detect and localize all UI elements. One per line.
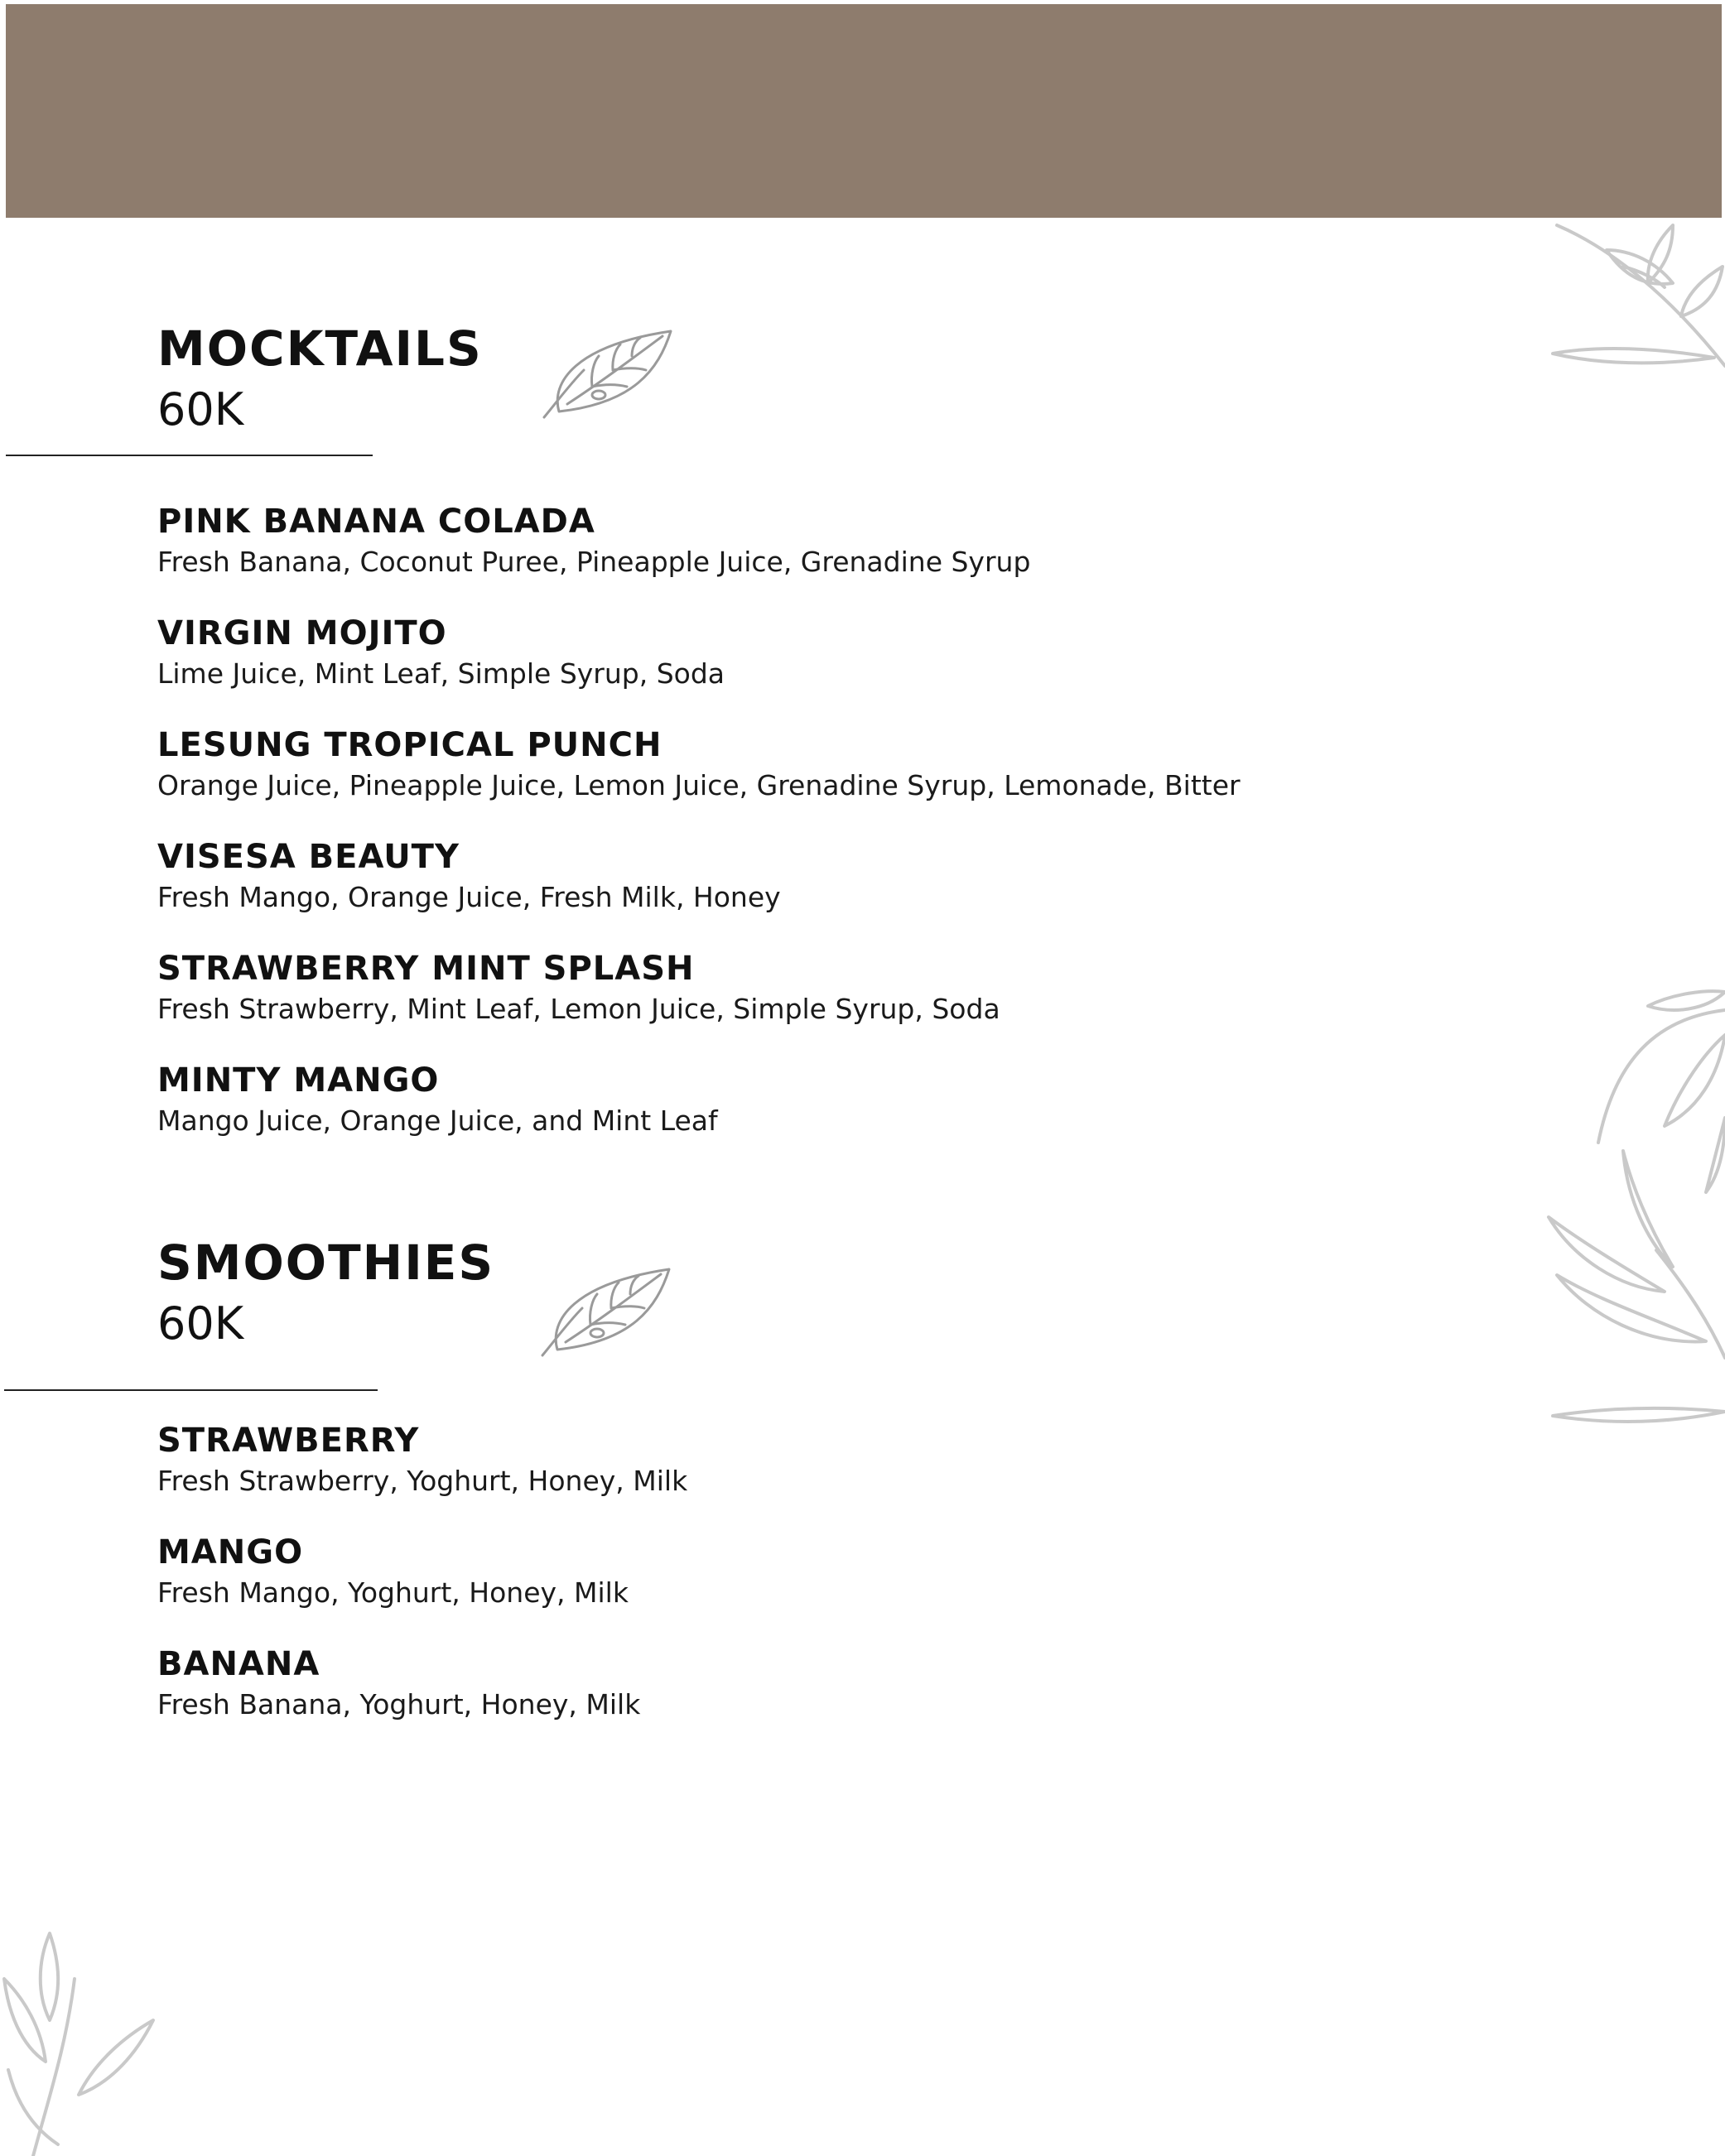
menu-item-name: VISESA BEAUTY: [157, 838, 460, 876]
menu-item-name: STRAWBERRY: [157, 1422, 420, 1460]
menu-item-desc: Fresh Mango, Yoghurt, Honey, Milk: [157, 1576, 629, 1609]
menu-item-desc: Fresh Banana, Coconut Puree, Pineapple Juice, Grenadine Syrup: [157, 546, 1031, 578]
section-divider: [6, 455, 373, 456]
menu-item-desc: Fresh Strawberry, Yoghurt, Honey, Milk: [157, 1465, 688, 1497]
section-title-mocktails: MOCKTAILS: [157, 320, 483, 377]
menu-item-desc: Orange Juice, Pineapple Juice, Lemon Juice, Grenadine Syrup, Lemonade, Bitter: [157, 769, 1241, 801]
leafy-branch-icon: [0, 1929, 157, 2156]
leaf-icon: [534, 325, 675, 424]
leaf-icon: [532, 1263, 673, 1362]
leafy-branch-icon: [1540, 977, 1725, 1424]
menu-item-name: STRAWBERRY MINT SPLASH: [157, 950, 695, 988]
menu-item-name: MANGO: [157, 1533, 304, 1571]
section-price-mocktails: 60K: [157, 383, 244, 436]
header-band: [6, 4, 1722, 218]
leafy-branch-icon: [1549, 217, 1725, 374]
menu-item-desc: Fresh Strawberry, Mint Leaf, Lemon Juice, Simple Syrup, Soda: [157, 993, 1000, 1025]
menu-item-name: MINTY MANGO: [157, 1061, 440, 1100]
menu-item-name: VIRGIN MOJITO: [157, 614, 447, 652]
menu-item-desc: Fresh Mango, Orange Juice, Fresh Milk, Honey: [157, 881, 781, 913]
menu-item-desc: Lime Juice, Mint Leaf, Simple Syrup, Soda: [157, 657, 725, 690]
menu-item-name: LESUNG TROPICAL PUNCH: [157, 726, 663, 764]
section-divider: [4, 1389, 378, 1391]
menu-item-name: BANANA: [157, 1645, 320, 1683]
menu-item-desc: Mango Juice, Orange Juice, and Mint Leaf: [157, 1104, 718, 1137]
menu-item-name: PINK BANANA COLADA: [157, 503, 595, 541]
menu-item-desc: Fresh Banana, Yoghurt, Honey, Milk: [157, 1688, 641, 1720]
section-price-smoothies: 60K: [157, 1297, 244, 1350]
section-title-smoothies: SMOOTHIES: [157, 1234, 495, 1291]
